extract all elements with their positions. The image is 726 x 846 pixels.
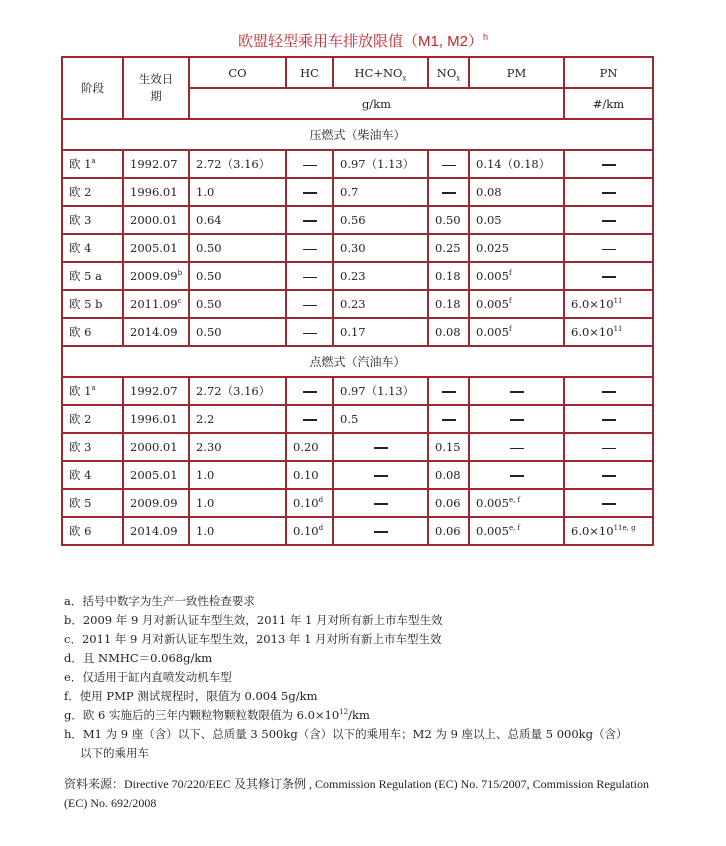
cell-date: 2000.01: [123, 433, 189, 461]
cell-pm: [469, 461, 564, 489]
cell-pn: [564, 206, 653, 234]
cell-stage: 欧 5 a: [62, 262, 123, 290]
cell-date: 2000.01: [123, 206, 189, 234]
dash-mark: [602, 448, 616, 449]
table-row: [62, 433, 653, 461]
cell-date: 1992.07: [123, 150, 189, 178]
cell-pn: $6.0\times 10^{11}$: [564, 290, 653, 318]
cell-hcnox: [333, 433, 428, 461]
cell-co: 0.50: [189, 290, 286, 318]
cell-stage: 欧 4: [62, 234, 123, 262]
cell-pn: [564, 234, 653, 262]
footnote: a．括号中数字为生产一致性检查要求: [64, 594, 255, 608]
cell-hcnox: 0.7: [333, 178, 428, 206]
dash-mark: [303, 249, 317, 250]
cell-co: 2.72（3.16）: [189, 150, 286, 178]
cell-pn: [564, 489, 653, 517]
dash-mark: [510, 448, 524, 449]
cell-hcnox: 0.56: [333, 206, 428, 234]
cell-date: 2009.09$^b$: [123, 262, 189, 290]
cell-hcnox: 0.97（1.13）: [333, 377, 428, 405]
cell-hcnox: 0.97（1.13）: [333, 150, 428, 178]
cell-pm: [469, 405, 564, 433]
cell-hc: [286, 290, 333, 318]
cell-nox: 0.18: [428, 262, 469, 290]
cell-pn: $6.0\times 10^{11}$: [564, 318, 653, 346]
table-row: [62, 517, 653, 545]
footnote: c．2011 年 9 月对新认证车型生效，2013 年 1 月对所有新上市车型生效: [64, 632, 442, 646]
dash-mark: [510, 475, 524, 477]
cell-nox: 0.25: [428, 234, 469, 262]
cell-pm: 0.005$^f$: [469, 318, 564, 346]
cell-date: 1996.01: [123, 405, 189, 433]
title-footnote-mark: h: [483, 32, 489, 42]
cell-pm: 0.025: [469, 234, 564, 262]
cell-pn: [564, 461, 653, 489]
footnote: e．仅适用于缸内直喷发动机车型: [64, 670, 232, 684]
cell-co: 1.0: [189, 517, 286, 545]
cell-hcnox: 0.23: [333, 290, 428, 318]
cell-pn: [564, 178, 653, 206]
table-row: [62, 234, 653, 262]
header-hc: HC: [286, 57, 333, 88]
cell-pm: [469, 377, 564, 405]
header-date: 生效日期: [123, 57, 189, 119]
cell-pm: 0.005$^{e, f}$: [469, 489, 564, 517]
cell-pm: 0.005$^f$: [469, 262, 564, 290]
cell-date: 2009.09: [123, 489, 189, 517]
dash-mark: [303, 192, 317, 194]
cell-date: 2005.01: [123, 461, 189, 489]
cell-hcnox: 0.17: [333, 318, 428, 346]
cell-nox: 0.15: [428, 433, 469, 461]
cell-pm: 0.005$^f$: [469, 290, 564, 318]
footnote: b．2009 年 9 月对新认证车型生效，2011 年 1 月对所有新上市车型生效: [64, 613, 443, 627]
cell-hc: [286, 206, 333, 234]
header-co: CO: [189, 57, 286, 88]
section-header-row: [62, 346, 653, 377]
cell-nox: [428, 178, 469, 206]
section-header-row: [62, 119, 653, 150]
cell-co: 1.0: [189, 461, 286, 489]
cell-stage: 欧 2: [62, 405, 123, 433]
footnote-h: h．M1 为 9 座（含）以下、总质量 3 500kg（含）以下的乘用车；M2 为 9 座以上、总质量 5 000kg（含）: [64, 727, 628, 741]
dash-mark: [303, 333, 317, 334]
dash-mark: [374, 475, 388, 477]
dash-mark: [602, 503, 616, 505]
header-nox: $NO_x$: [428, 57, 469, 88]
table-row: [62, 489, 653, 517]
cell-hc: [286, 150, 333, 178]
dash-mark: [442, 165, 456, 166]
cell-pm: 0.005$^{e, f}$: [469, 517, 564, 545]
cell-nox: [428, 150, 469, 178]
cell-nox: 0.18: [428, 290, 469, 318]
section-title: 点燃式（汽油车）: [62, 346, 653, 377]
cell-hcnox: 0.23: [333, 262, 428, 290]
dash-mark: [303, 419, 317, 421]
unit-pn: #/km: [564, 88, 653, 119]
dash-mark: [374, 447, 388, 449]
cell-stage: 欧 5: [62, 489, 123, 517]
dash-mark: [303, 305, 317, 306]
cell-hc: [286, 377, 333, 405]
cell-nox: 0.08: [428, 318, 469, 346]
dash-mark: [374, 503, 388, 505]
cell-co: 0.50: [189, 318, 286, 346]
footnote: f．使用 PMP 测试规程时，限值为 0.004 5g/km: [64, 689, 318, 703]
cell-stage: 欧 6: [62, 318, 123, 346]
dash-mark: [602, 391, 616, 393]
cell-pn: [564, 150, 653, 178]
emission-limits-table: [61, 56, 654, 546]
header-row: [62, 57, 653, 88]
table-row: [62, 178, 653, 206]
dash-mark: [602, 220, 616, 222]
dash-mark: [602, 475, 616, 477]
dash-mark: [303, 277, 317, 278]
dash-mark: [442, 391, 456, 393]
cell-hc: 0.10$^d$: [286, 517, 333, 545]
cell-nox: 0.06: [428, 517, 469, 545]
cell-date: 2011.09$^c$: [123, 290, 189, 318]
cell-stage: 欧 1$^a$: [62, 377, 123, 405]
table-row: [62, 150, 653, 178]
table-row: [62, 318, 653, 346]
dash-mark: [602, 192, 616, 194]
dash-mark: [510, 391, 524, 393]
cell-nox: [428, 377, 469, 405]
cell-hc: 0.10$^d$: [286, 489, 333, 517]
cell-hc: [286, 318, 333, 346]
cell-pm: 0.08: [469, 178, 564, 206]
cell-co: 0.50: [189, 234, 286, 262]
table-row: [62, 377, 653, 405]
header-stage: 阶段: [62, 57, 123, 119]
cell-hcnox: [333, 517, 428, 545]
cell-hc: [286, 178, 333, 206]
cell-stage: 欧 3: [62, 433, 123, 461]
cell-pn: $6.0\times 10^{11e, g}$: [564, 517, 653, 545]
cell-co: 2.72（3.16）: [189, 377, 286, 405]
cell-stage: 欧 3: [62, 206, 123, 234]
cell-stage: 欧 2: [62, 178, 123, 206]
header-pm: PM: [469, 57, 564, 88]
cell-nox: 0.06: [428, 489, 469, 517]
dash-mark: [442, 419, 456, 421]
cell-hcnox: [333, 461, 428, 489]
cell-stage: 欧 6: [62, 517, 123, 545]
cell-pn: [564, 377, 653, 405]
dash-mark: [303, 391, 317, 393]
cell-hc: 0.10: [286, 461, 333, 489]
footnote: d．且 NMHC＝0.068g/km: [64, 651, 213, 665]
dash-mark: [602, 419, 616, 421]
footnote-g: g．欧 6 实施后的三年内颗粒物颗粒数限值为 $6.0\times 10^{12}/km$: [64, 708, 370, 722]
cell-hc: [286, 262, 333, 290]
cell-hc: [286, 234, 333, 262]
dash-mark: [602, 276, 616, 278]
table-row: [62, 405, 653, 433]
cell-date: 2014.09: [123, 517, 189, 545]
cell-date: 2005.01: [123, 234, 189, 262]
cell-pm: 0.05: [469, 206, 564, 234]
cell-nox: 0.08: [428, 461, 469, 489]
cell-hcnox: 0.30: [333, 234, 428, 262]
table-row: [62, 262, 653, 290]
cell-stage: 欧 4: [62, 461, 123, 489]
cell-pm: [469, 433, 564, 461]
table-row: [62, 461, 653, 489]
cell-co: 2.2: [189, 405, 286, 433]
cell-stage: 欧 1$^a$: [62, 150, 123, 178]
cell-co: 0.64: [189, 206, 286, 234]
cell-nox: [428, 405, 469, 433]
header-pn: PN: [564, 57, 653, 88]
cell-hc: 0.20: [286, 433, 333, 461]
cell-date: 2014.09: [123, 318, 189, 346]
cell-co: 0.50: [189, 262, 286, 290]
source-citation: 资料来源：Directive 70/220/EEC 及其修订条例 , Commission Regulation (EC) No. 715/2007, Commission Regulation (EC) No. 692/2008: [64, 777, 649, 810]
dash-mark: [303, 165, 317, 166]
cell-pn: [564, 433, 653, 461]
cell-co: 1.0: [189, 178, 286, 206]
dash-mark: [442, 192, 456, 194]
cell-pn: [564, 405, 653, 433]
dash-mark: [602, 164, 616, 166]
cell-pm: 0.14（0.18）: [469, 150, 564, 178]
cell-date: 1992.07: [123, 377, 189, 405]
dash-mark: [374, 531, 388, 533]
cell-co: 2.30: [189, 433, 286, 461]
dash-mark: [303, 220, 317, 222]
cell-stage: 欧 5 b: [62, 290, 123, 318]
table-row: [62, 290, 653, 318]
unit-mass: g/km: [189, 88, 564, 119]
cell-co: 1.0: [189, 489, 286, 517]
title-text: 欧盟轻型乘用车排放限值（M1, M2）: [237, 33, 483, 50]
dash-mark: [510, 419, 524, 421]
section-title: 压燃式（柴油车）: [62, 119, 653, 150]
cell-hcnox: [333, 489, 428, 517]
footnote-h-continued: 以下的乘用车: [80, 746, 149, 760]
cell-hcnox: 0.5: [333, 405, 428, 433]
page-title: [0, 30, 726, 51]
cell-date: 1996.01: [123, 178, 189, 206]
cell-pn: [564, 262, 653, 290]
table-row: [62, 206, 653, 234]
dash-mark: [602, 249, 616, 250]
footnotes: [64, 592, 664, 763]
cell-nox: 0.50: [428, 206, 469, 234]
cell-hc: [286, 405, 333, 433]
header-hcnox: $HC+NO_x$: [333, 57, 428, 88]
